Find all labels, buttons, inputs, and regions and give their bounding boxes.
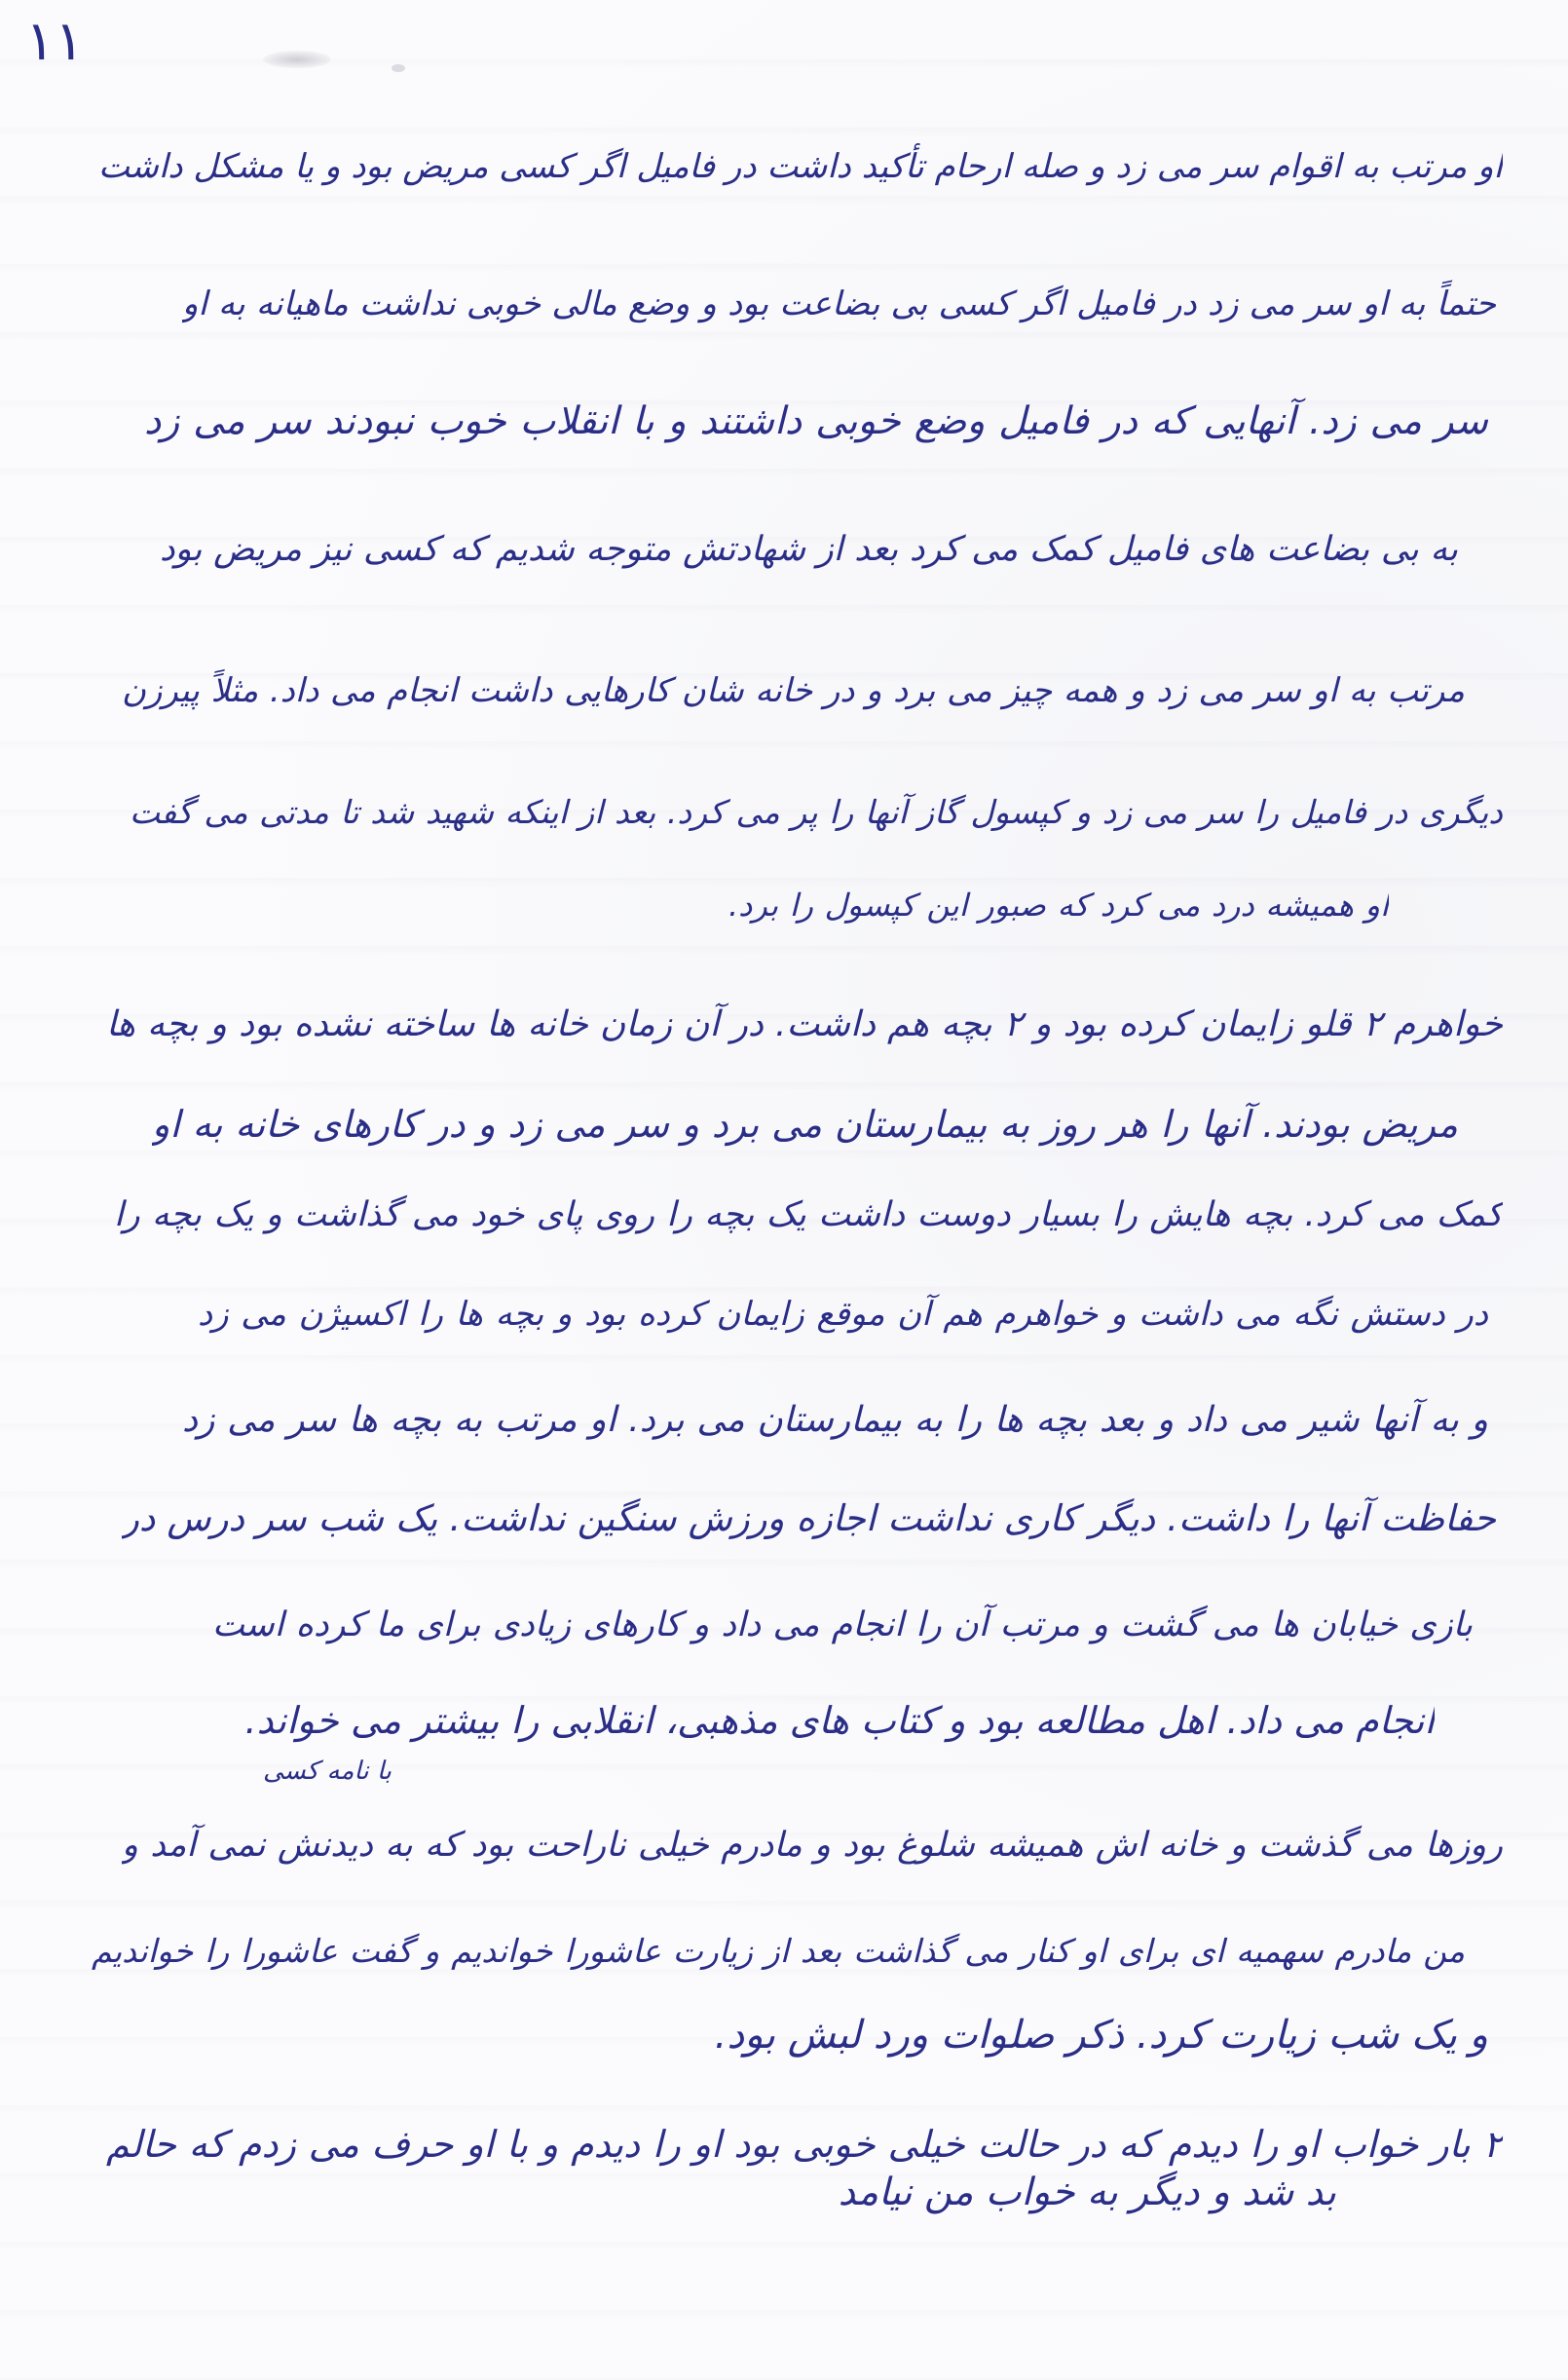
handwritten-line: و به آنها شیر می داد و بعد بچه ها را به بیمارستان می برد. او مرتب به بچه ها سر می زد — [182, 1400, 1488, 1440]
handwritten-line: و یک شب زیارت کرد. ذکر صلوات ورد لبش بود. — [714, 2013, 1488, 2058]
ink-smudge — [263, 51, 331, 68]
ink-smudge — [392, 64, 405, 72]
handwritten-line: من مادرم سهمیه ای برای او کنار می گذاشت بعد از زیارت عاشورا خواندیم و گفت عاشورا را خواندیم — [92, 1932, 1465, 1970]
handwritten-line: با نامه کسی — [263, 1757, 392, 1786]
handwritten-line: کمک می کرد. بچه هایش را بسیار دوست داشت یک بچه را روی پای خود می گذاشت و یک بچه را — [114, 1195, 1503, 1234]
handwritten-line: دیگری در فامیل را سر می زد و کپسول گاز آنها را پر می کرد. بعد از اینکه شهید شد تا مدتی می گفت — [130, 793, 1503, 831]
handwritten-line: بازی خیابان ها می گشت و مرتب آن را انجام می داد و کارهای زیادی برای ما کرده است — [212, 1606, 1473, 1644]
handwritten-line: او مرتب به اقوام سر می زد و صله ارحام تأکید داشت در فامیل اگر کسی مریض بود و یا مشکل داشت — [98, 147, 1503, 186]
handwritten-line: روزها می گذشت و خانه اش همیشه شلوغ بود و مادرم خیلی ناراحت بود که به دیدنش نمی آمد و — [122, 1826, 1503, 1865]
handwritten-line: خواهرم ۲ قلو زایمان کرده بود و ۲ بچه هم داشت. در آن زمان خانه ها ساخته نشده بود و بچه ها — [106, 1004, 1503, 1044]
handwritten-line: انجام می داد. اهل مطالعه بود و کتاب های مذهبی، انقلابی را بیشتر می خواند. — [244, 1699, 1435, 1742]
handwritten-line: حتماً به او سر می زد در فامیل اگر کسی بی بضاعت بود و وضع مالی خوبی نداشت ماهیانه به او — [182, 284, 1496, 323]
handwritten-line: در دستش نگه می داشت و خواهرم هم آن موقع زایمان کرده بود و بچه ها را اکسیژن می زد — [198, 1295, 1488, 1334]
handwritten-line: حفاظت آنها را داشت. دیگر کاری نداشت اجازه ورزش سنگین نداشت. یک شب سر درس در — [122, 1497, 1496, 1539]
handwritten-line: ۲ بار خواب او را دیدم که در حالت خیلی خوبی بود او را دیدم و با او حرف می زدم که حالم — [106, 2123, 1503, 2166]
handwritten-line: او همیشه درد می کرد که صبور این کپسول را برد. — [728, 887, 1389, 924]
page-number: ۱۱ — [25, 10, 85, 73]
handwritten-line: بد شد و دیگر به خواب من نیامد — [838, 2171, 1336, 2214]
handwritten-line: به بی بضاعت های فامیل کمک می کرد بعد از شهادتش متوجه شدیم که کسی نیز مریض بود — [160, 530, 1458, 569]
handwritten-line: سر می زد. آنهایی که در فامیل وضع خوبی داشتند و با انقلاب خوب نبودند سر می زد — [144, 399, 1488, 443]
handwritten-line: مرتب به او سر می زد و همه چیز می برد و در خانه شان کارهایی داشت انجام می داد. مثلاً پیرزن — [122, 671, 1465, 710]
handwritten-line: مریض بودند. آنها را هر روز به بیمارستان می برد و سر می زد و در کارهای خانه به او — [152, 1103, 1458, 1146]
